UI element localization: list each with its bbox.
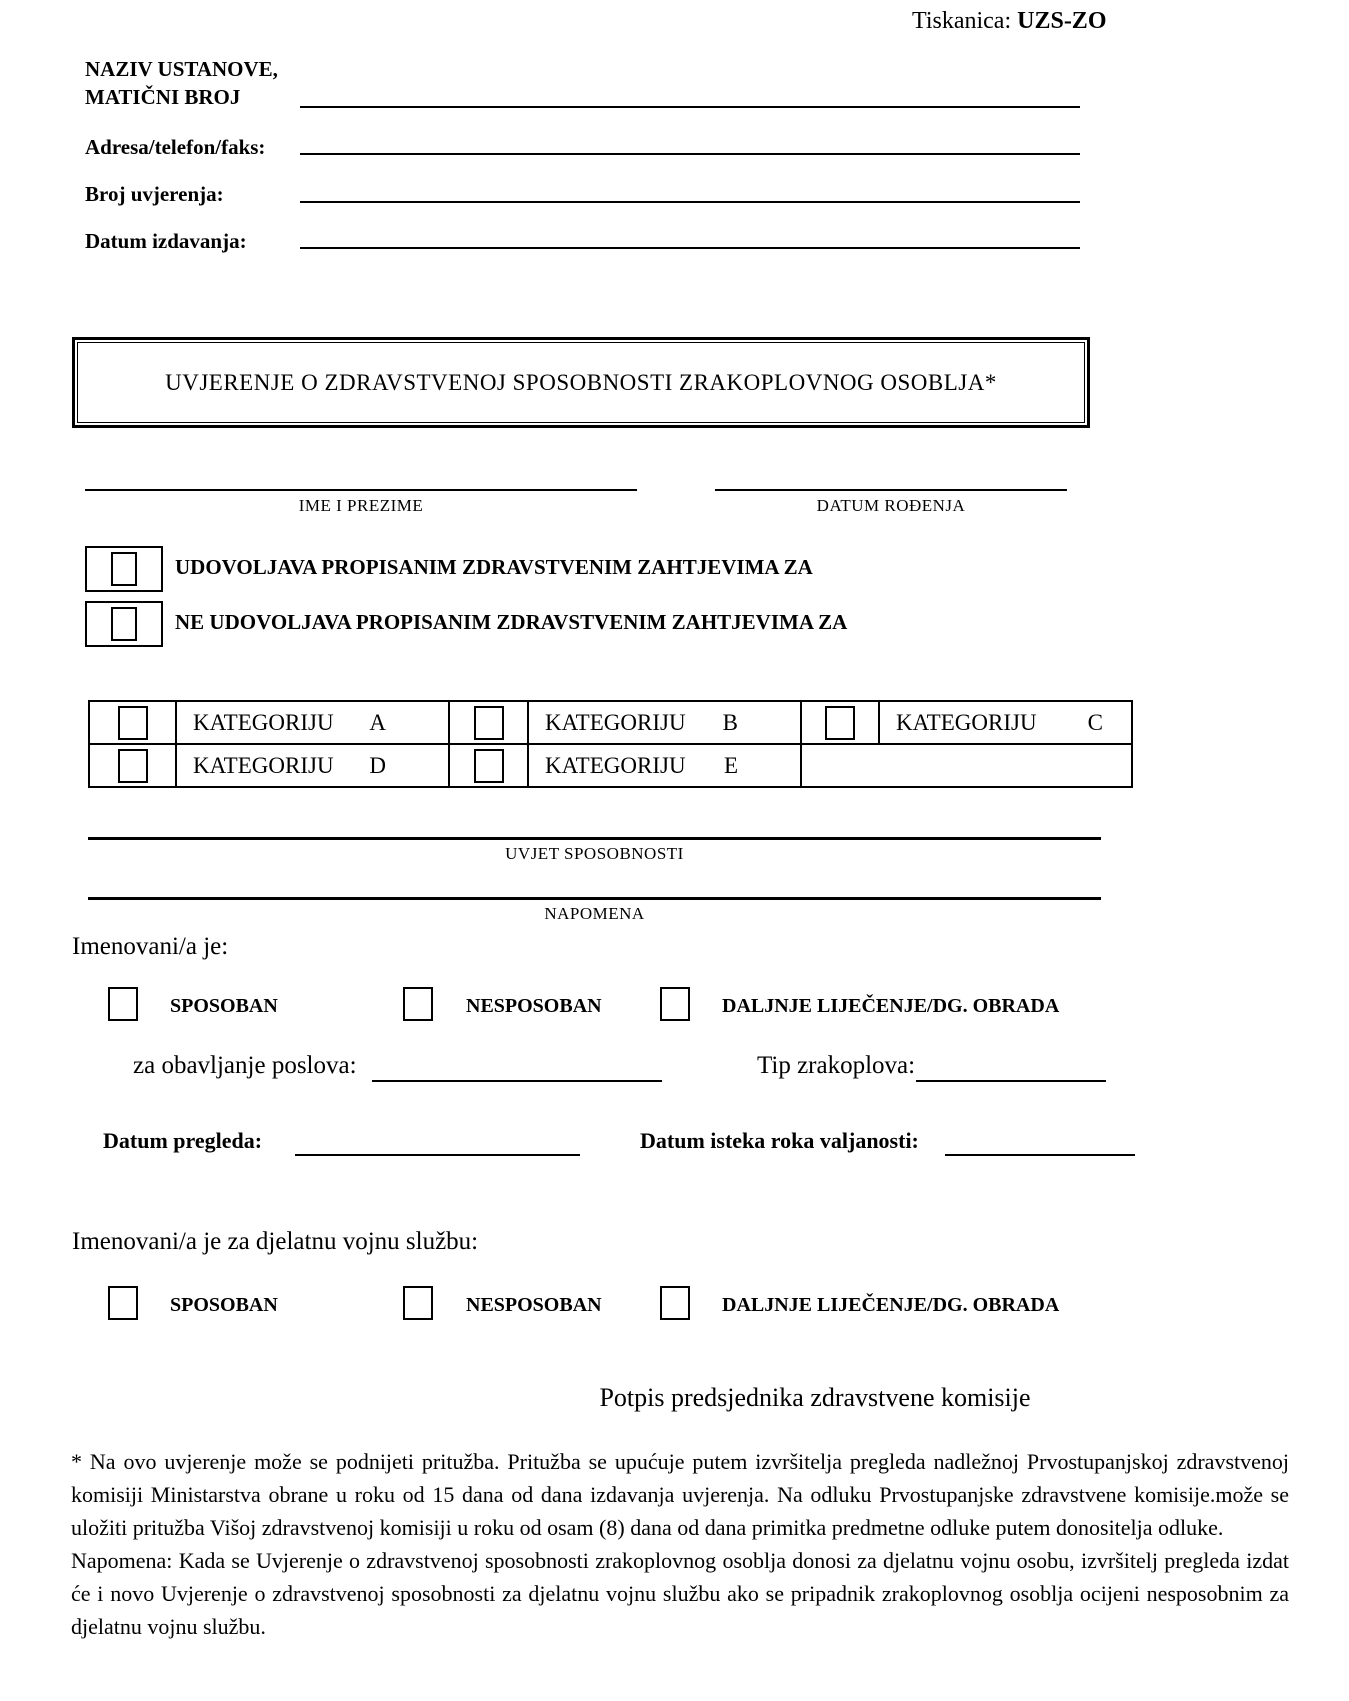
- category-c-label: [880, 710, 1131, 736]
- form-code: UZS-ZO: [1017, 8, 1107, 34]
- unfit-label: NESPOSOBAN: [466, 995, 602, 1017]
- category-word: KATEGORIJU: [545, 752, 686, 778]
- expiry-date-field[interactable]: [945, 1130, 1135, 1156]
- military-further-treatment-checkbox[interactable]: [660, 1286, 690, 1320]
- category-d-checkbox[interactable]: [118, 749, 148, 783]
- fitness-condition-caption: UVJET SPOSOBNOSTI: [505, 844, 684, 863]
- category-b-label: [529, 710, 800, 736]
- category-word: KATEGORIJU: [193, 709, 334, 735]
- fit-label: SPOSOBAN: [170, 995, 278, 1017]
- military-unfit-checkbox[interactable]: [403, 1286, 433, 1320]
- military-fit-label: SPOSOBAN: [170, 1294, 278, 1316]
- note-caption: NAPOMENA: [544, 904, 645, 923]
- signature-caption: Potpis predsjednika zdravstvene komisije: [599, 1383, 1031, 1412]
- note-field[interactable]: [88, 897, 1101, 900]
- does-not-meet-requirements-checkbox[interactable]: [85, 601, 163, 647]
- aircraft-type-field[interactable]: [916, 1056, 1106, 1082]
- fit-checkbox[interactable]: [108, 987, 138, 1021]
- category-word: KATEGORIJU: [545, 709, 686, 735]
- meets-requirements-label: UDOVOLJAVA PROPISANIM ZDRAVSTVENIM ZAHTJEVIMA ZA: [175, 555, 813, 579]
- institution-name-label-line2: MATIČNI BROJ: [85, 85, 241, 109]
- military-fit-checkbox[interactable]: [108, 1286, 138, 1320]
- aircraft-type-label: Tip zrakoplova:: [757, 1052, 916, 1079]
- name-field[interactable]: [85, 489, 637, 491]
- category-empty-cell: [801, 744, 1132, 787]
- category-letter-d: D: [369, 752, 386, 778]
- address-label: Adresa/telefon/faks:: [85, 135, 266, 159]
- assessment-intro: Imenovani/a je:: [72, 933, 229, 960]
- footnotes: [71, 1445, 1289, 1643]
- meets-requirements-checkbox-inner: [111, 552, 137, 586]
- category-letter-c: C: [1087, 709, 1103, 735]
- exam-date-field[interactable]: [295, 1130, 580, 1156]
- form-designation-label: Tiskanica:: [912, 8, 1012, 34]
- expiry-date-label: Datum isteka roka valjanosti:: [640, 1128, 919, 1153]
- category-a-checkbox[interactable]: [118, 706, 148, 740]
- category-a-label: [177, 710, 448, 736]
- fitness-condition-field[interactable]: [88, 837, 1101, 840]
- military-unfit-label: NESPOSOBAN: [466, 1294, 602, 1316]
- job-field[interactable]: [372, 1056, 662, 1082]
- institution-name-label-line1: NAZIV USTANOVE,: [85, 57, 278, 81]
- issue-date-label: Datum izdavanja:: [85, 229, 247, 253]
- category-letter-a: A: [369, 709, 386, 735]
- certificate-number-label: Broj uvjerenja:: [85, 182, 224, 206]
- institution-name-field[interactable]: [300, 106, 1080, 108]
- military-assessment-intro: Imenovani/a je za djelatnu vojnu službu:: [72, 1228, 479, 1255]
- birth-date-field[interactable]: [715, 489, 1067, 491]
- document-title-box: [72, 337, 1090, 428]
- category-word: KATEGORIJU: [193, 752, 334, 778]
- further-treatment-label: DALJNJE LIJEČENJE/DG. OBRADA: [722, 995, 1060, 1017]
- further-treatment-checkbox[interactable]: [660, 987, 690, 1021]
- footnote-note: Napomena: Kada se Uvjerenje o zdravstvenoj sposobnosti zrakoplovnog osoblja donosi za djelatnu vojnu osobu, izvršitelj pregleda izdat će i novo Uvjerenje o zdravstvenoj sposobnosti za djelatnu vojnu službu ako se pripadnik zrakoplovnog osoblja ocijeni nesposobnim za djelatnu vojnu službu.: [71, 1548, 1289, 1639]
- category-word: KATEGORIJU: [896, 709, 1037, 735]
- job-label: za obavljanje poslova:: [133, 1052, 357, 1079]
- does-not-meet-requirements-checkbox-inner: [111, 607, 137, 641]
- document-title: UVJERENJE O ZDRAVSTVENOJ SPOSOBNOSTI ZRAKOPLOVNOG OSOBLJA*: [165, 369, 997, 395]
- exam-date-label: Datum pregleda:: [103, 1128, 263, 1153]
- category-row-2: [89, 744, 1132, 787]
- address-field[interactable]: [300, 153, 1080, 155]
- form-designation: [912, 8, 1106, 35]
- meets-requirements-checkbox[interactable]: [85, 546, 163, 592]
- certificate-number-field[interactable]: [300, 201, 1080, 203]
- footnote-appeal: * Na ovo uvjerenje može se podnijeti pritužba. Pritužba se upućuje putem izvršitelja pregleda nadležnoj Prvostupanjskoj zdravstvenoj komisiji Ministarstva obrane u roku od 15 dana od dana izdavanja uvjerenja. Na odluku Prvostupanjske zdravstvene komisije.može se uložiti pritužba Višoj zdravstvenoj komisiji u roku od osam (8) dana od dana primitka predmetne odluke putem donositelja odluke.: [71, 1449, 1289, 1540]
- category-letter-b: B: [722, 709, 738, 735]
- category-table: [88, 700, 1133, 788]
- category-b-checkbox[interactable]: [474, 706, 504, 740]
- category-d-label: [177, 753, 448, 779]
- unfit-checkbox[interactable]: [403, 987, 433, 1021]
- does-not-meet-requirements-label: NE UDOVOLJAVA PROPISANIM ZDRAVSTVENIM ZAHTJEVIMA ZA: [175, 610, 848, 634]
- name-caption: IME I PREZIME: [298, 496, 424, 515]
- birth-date-caption: DATUM ROĐENJA: [816, 496, 966, 515]
- category-e-label: [529, 753, 800, 779]
- military-further-treatment-label: DALJNJE LIJEČENJE/DG. OBRADA: [722, 1294, 1060, 1316]
- issue-date-field[interactable]: [300, 247, 1080, 249]
- category-c-checkbox[interactable]: [825, 706, 855, 740]
- category-row-1: [89, 701, 1132, 744]
- category-letter-e: E: [723, 752, 738, 778]
- category-e-checkbox[interactable]: [474, 749, 504, 783]
